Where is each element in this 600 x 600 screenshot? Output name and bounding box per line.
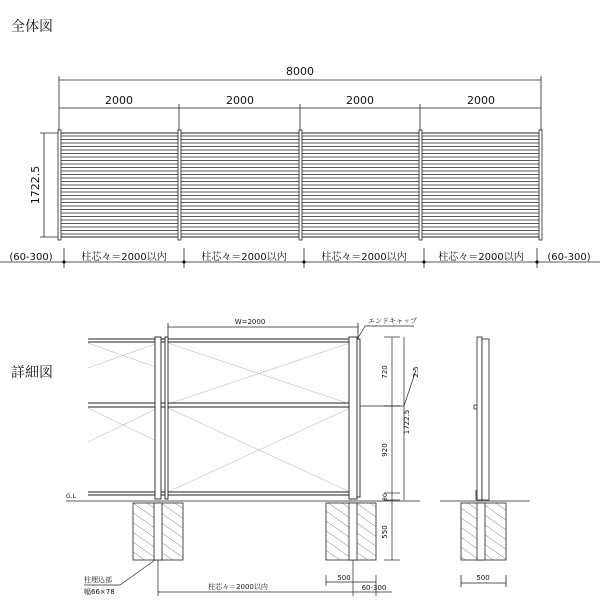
detail-view bbox=[66, 317, 530, 596]
total-width-label: 8000 bbox=[286, 65, 314, 78]
end-distance-right: (60-300) bbox=[547, 252, 591, 263]
post-spacing-label-1: 柱芯々＝2000以内 bbox=[81, 252, 167, 263]
embed-size-label: 幅66×78 bbox=[84, 588, 115, 596]
bottom-dimensions bbox=[158, 560, 392, 596]
span-width-label-4: 2000 bbox=[467, 94, 495, 107]
end-distance-label: 60-300 bbox=[361, 584, 387, 592]
end-distance-left: (60-300) bbox=[9, 252, 53, 263]
lower-height-label: 920 bbox=[381, 443, 389, 457]
upper-height-label: 720 bbox=[381, 365, 389, 379]
side-foundation-width-label: 500 bbox=[476, 574, 490, 582]
gap-label: 2.5 bbox=[412, 366, 420, 378]
horizontal-rails bbox=[88, 339, 360, 495]
height-dimension bbox=[40, 133, 60, 237]
span-dimensions bbox=[59, 104, 541, 132]
span-width-label-3: 2000 bbox=[346, 94, 374, 107]
total-height-label: 1722.5 bbox=[403, 409, 411, 435]
span-width-label-1: 2000 bbox=[105, 94, 133, 107]
post-spacing-label-2: 柱芯々＝2000以内 bbox=[201, 252, 287, 263]
panel-width-label: W=2000 bbox=[234, 318, 266, 326]
height-label: 1722.5 bbox=[29, 165, 42, 205]
side-view bbox=[440, 337, 530, 587]
base-height-label: 80 bbox=[382, 493, 389, 501]
overall-view bbox=[0, 65, 600, 268]
cross-bracing bbox=[88, 343, 350, 492]
embed-part-label: 柱埋込部 bbox=[84, 576, 112, 584]
detail-view-heading: 詳細図 bbox=[11, 365, 53, 381]
embed-depth-label: 550 bbox=[381, 525, 389, 539]
foundation-width-label: 500 bbox=[337, 574, 351, 582]
foundations bbox=[133, 503, 376, 560]
end-cap-label: エンドキャップ bbox=[368, 317, 417, 325]
detail-posts bbox=[155, 337, 360, 499]
detail-post-spacing-label: 柱芯々＝2000以内 bbox=[208, 583, 268, 591]
post-spacing-label-3: 柱芯々＝2000以内 bbox=[321, 252, 407, 263]
overall-view-heading: 全体図 bbox=[11, 19, 53, 35]
post-spacing-label-4: 柱芯々＝2000以内 bbox=[438, 252, 524, 263]
ground-line-label: G.L bbox=[66, 493, 76, 500]
span-width-label-2: 2000 bbox=[226, 94, 254, 107]
